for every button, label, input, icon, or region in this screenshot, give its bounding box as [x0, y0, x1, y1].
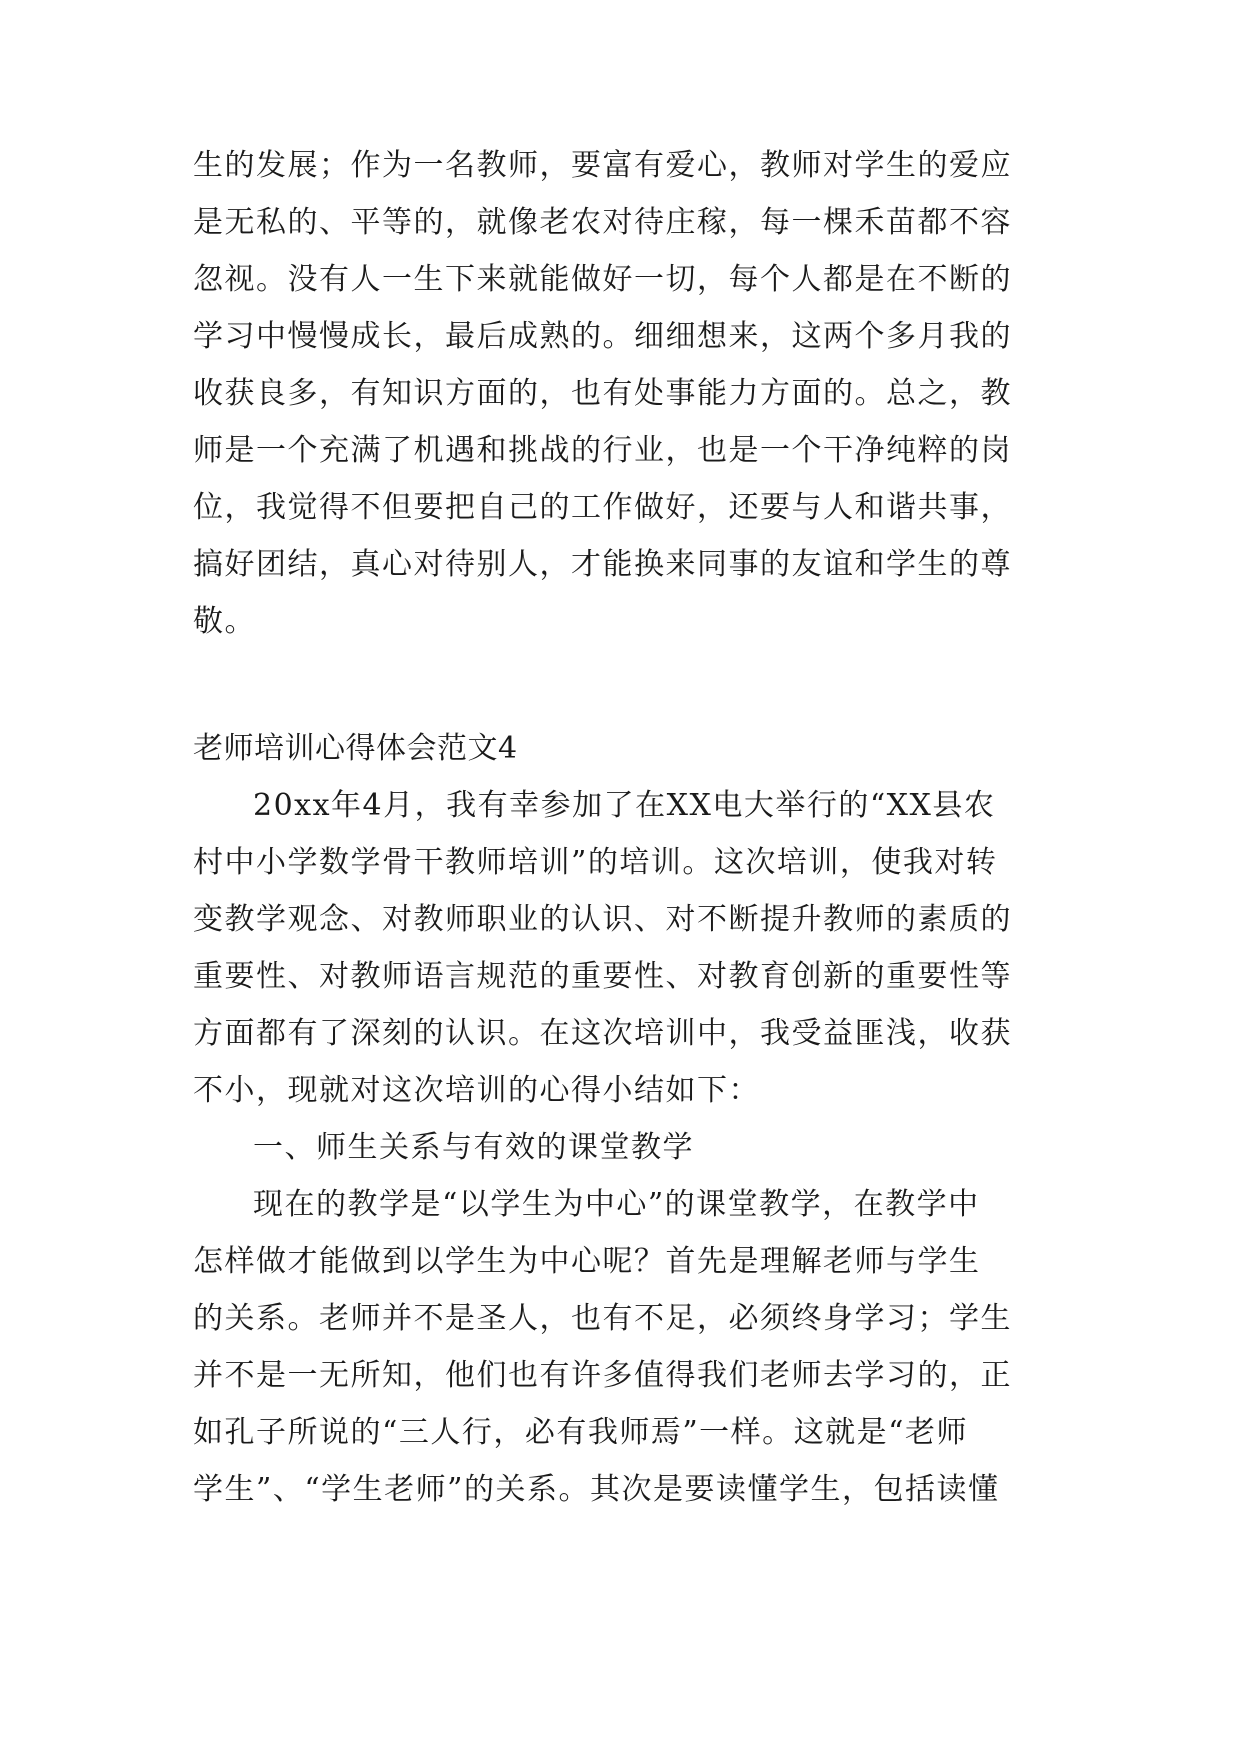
paragraph-line: 生的发展；作为一名教师，要富有爱心，教师对学生的爱应	[193, 148, 1012, 183]
paragraph-line: 如孔子所说的“三人行，必有我师焉”一样。这就是“老师	[193, 1415, 969, 1450]
paragraph-line: 敬。	[193, 604, 256, 639]
paragraph-line: 忽视。没有人一生下来就能做好一切，每个人都是在不断的	[193, 262, 1012, 297]
paragraph-line: 学习中慢慢成长，最后成熟的。细细想来，这两个多月我的	[193, 319, 1012, 354]
paragraph-line: 不小，现就对这次培训的心得小结如下：	[193, 1073, 760, 1108]
paragraph-line: 现在的教学是“以学生为中心”的课堂教学，在教学中	[253, 1187, 980, 1222]
subheading: 一、师生关系与有效的课堂教学	[253, 1130, 694, 1165]
paragraph-line: 是无私的、平等的，就像老农对待庄稼，每一棵禾苗都不容	[193, 205, 1012, 240]
paragraph-line: 村中小学数学骨干教师培训”的培训。这次培训，使我对转	[193, 845, 998, 880]
paragraph-line: 收获良多，有知识方面的，也有处事能力方面的。总之，教	[193, 376, 1012, 411]
paragraph-line: 重要性、对教师语言规范的重要性、对教育创新的重要性等	[193, 959, 1012, 994]
paragraph-line: 20xx年4月，我有幸参加了在XX电大举行的“XX县农	[253, 788, 996, 823]
paragraph-line: 位，我觉得不但要把自己的工作做好，还要与人和谐共事，	[193, 490, 1012, 525]
paragraph-line: 搞好团结，真心对待别人，才能换来同事的友谊和学生的尊	[193, 547, 1012, 582]
paragraph-line: 并不是一无所知，他们也有许多值得我们老师去学习的，正	[193, 1358, 1012, 1393]
paragraph-line: 方面都有了深刻的认识。在这次培训中，我受益匪浅，收获	[193, 1016, 1012, 1051]
paragraph-line: 怎样做才能做到以学生为中心呢？首先是理解老师与学生	[193, 1244, 981, 1279]
paragraph-line: 变教学观念、对教师职业的认识、对不断提升教师的素质的	[193, 902, 1012, 937]
paragraph-line: 师是一个充满了机遇和挑战的行业，也是一个干净纯粹的岗	[193, 433, 1012, 468]
section-title: 老师培训心得体会范文4	[193, 731, 518, 766]
paragraph-line: 的关系。老师并不是圣人，也有不足，必须终身学习；学生	[193, 1301, 1012, 1336]
paragraph-line: 学生”、“学生老师”的关系。其次是要读懂学生，包括读懂	[193, 1472, 1000, 1507]
